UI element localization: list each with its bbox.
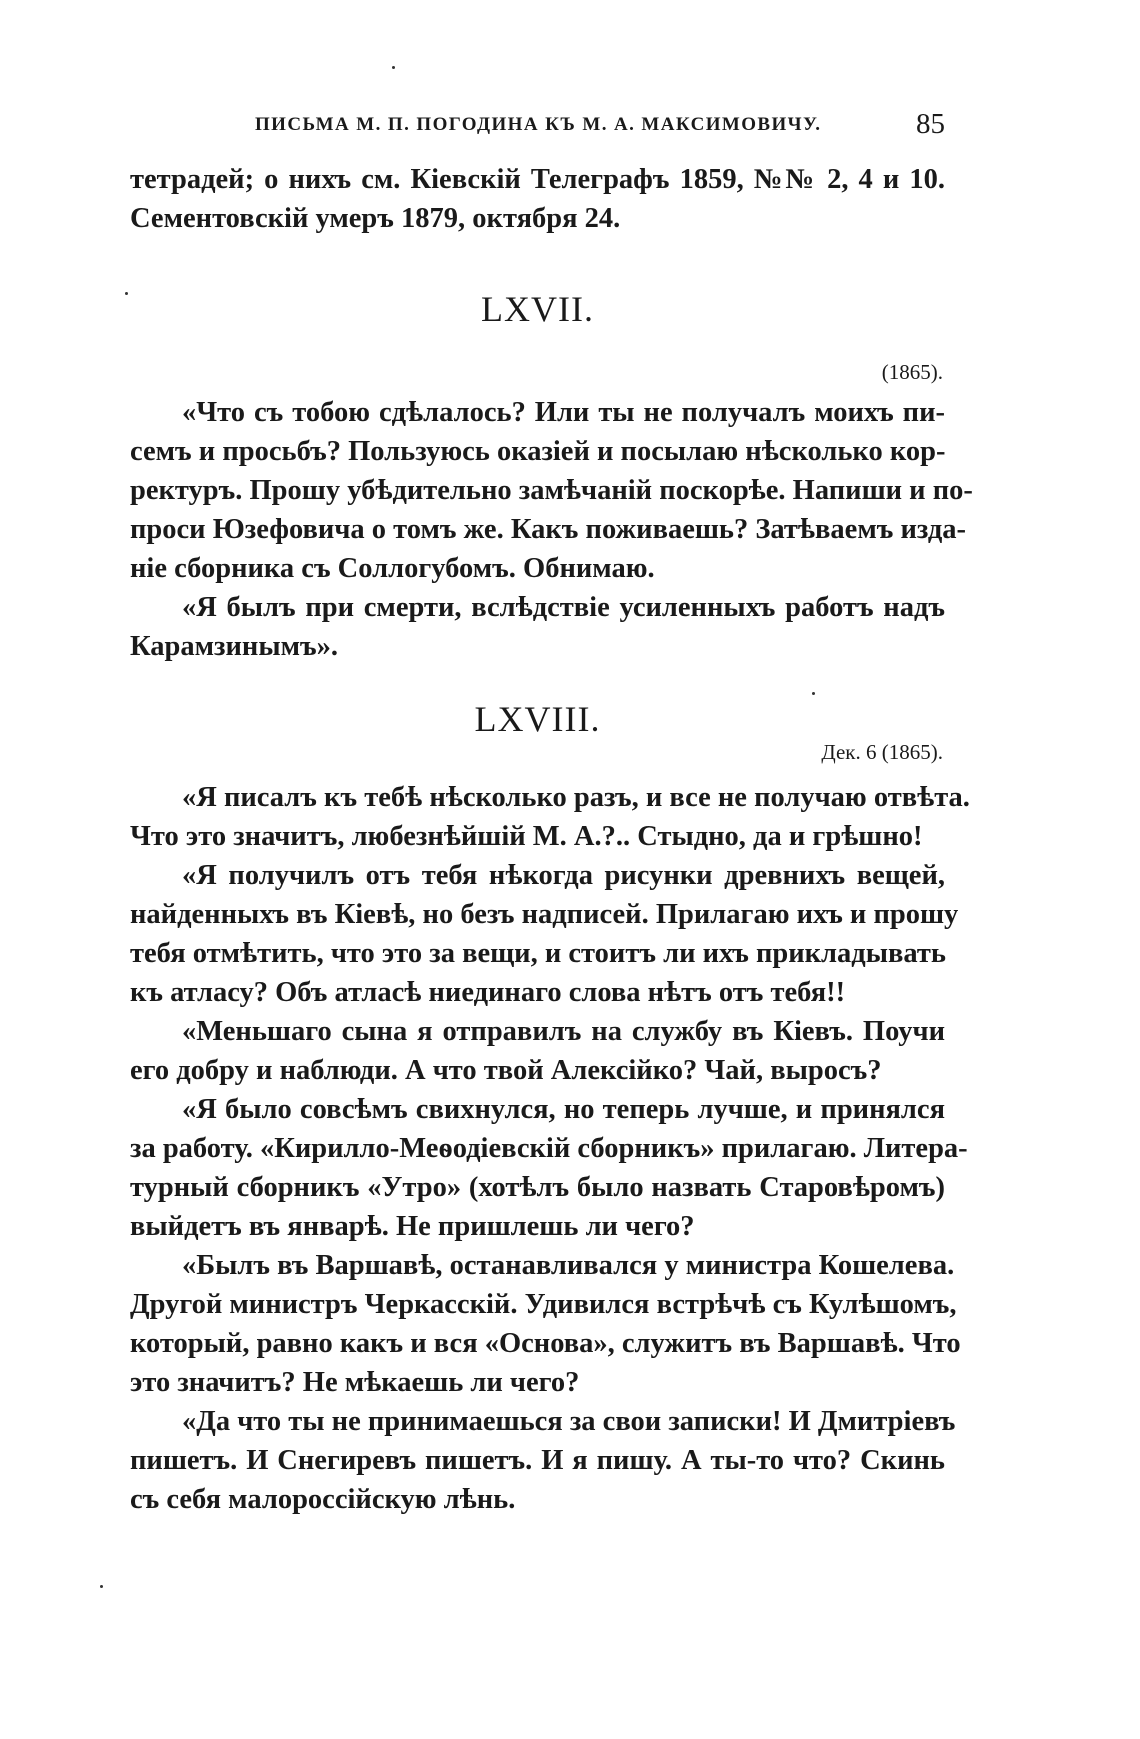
text-line: пишетъ. И Снегиревъ пишетъ. И я пишу. А ты-то что? Скинь — [130, 1445, 945, 1476]
text-line: семъ и просьбъ? Пользуюсь оказіей и посылаю нѣсколько кор- — [130, 436, 946, 467]
text-line: «Меньшаго сына я отправилъ на службу въ Кіевъ. Поучи — [182, 1016, 945, 1047]
text-line: «Я получилъ отъ тебя нѣкогда рисунки древнихъ вещей, — [182, 860, 945, 891]
text-line: проси Юзефовича о томъ же. Какъ поживаешь? Затѣваемъ изда- — [130, 514, 966, 545]
letter-68-body — [130, 778, 970, 1519]
text-line: найденныхъ въ Кіевѣ, но безъ надписей. Прилагаю ихъ и прошу — [130, 899, 959, 930]
text-line: Карамзинымъ». — [130, 631, 339, 662]
text-line: турный сборникъ «Утро» (хотѣлъ было назвать Старовѣромъ) — [130, 1172, 945, 1203]
text-line: «Что съ тобою сдѣлалось? Или ты не получалъ моихъ пи- — [182, 397, 945, 428]
text-line: «Я писалъ къ тебѣ нѣсколько разъ, и все не получаю отвѣта. — [182, 782, 970, 813]
text-line: тебя отмѣтить, что это за вещи, и стоитъ ли ихъ прикладывать — [130, 938, 946, 969]
text-line: Сементовскій умеръ 1879, октября 24. — [130, 203, 621, 234]
scan-speck — [100, 1585, 103, 1588]
letter-67-body — [130, 393, 973, 666]
text-line: Что это значитъ, любезнѣйшій М. А.?.. Стыдно, да и грѣшно! — [130, 821, 923, 852]
text-line: ректуръ. Прошу убѣдительно замѣчаній поскорѣе. Напиши и по- — [130, 475, 973, 506]
page-number: 85 — [916, 108, 945, 140]
text-line: это значитъ? Не мѣкаешь ли чего? — [130, 1367, 580, 1398]
scan-speck — [392, 66, 395, 69]
text-line: ніе сборника съ Соллогубомъ. Обнимаю. — [130, 553, 655, 584]
letter-numeral: LXVIII. — [474, 699, 601, 739]
page-header — [130, 108, 945, 148]
text-line: его добру и наблюди. А что твой Алексійко? Чай, выросъ? — [130, 1055, 882, 1086]
letter-numeral: LXVII. — [481, 289, 594, 329]
running-head: ПИСЬМА М. П. ПОГОДИНА КЪ М. А. МАКСИМОВИЧУ. — [255, 114, 822, 135]
text-line: Другой министръ Черкасскій. Удивился встрѣчѣ съ Кулѣшомъ, — [130, 1289, 957, 1320]
text-line: тетрадей; о нихъ см. Кіевскій Телеграфъ 1859, №№ 2, 4 и 10. — [130, 164, 945, 195]
text-line: выйдетъ въ январѣ. Не пришлешь ли чего? — [130, 1211, 695, 1242]
text-line: который, равно какъ и вся «Основа», служитъ въ Варшавѣ. Что — [130, 1328, 961, 1359]
text-line: «Я былъ при смерти, вслѣдствіе усиленныхъ работъ надъ — [182, 592, 945, 623]
letter-date: (1865). — [881, 360, 943, 384]
scan-speck — [125, 292, 128, 295]
text-line: «Я было совсѣмъ свихнулся, но теперь лучше, и принялся — [182, 1094, 945, 1125]
letter-date: Дек. 6 (1865). — [821, 740, 943, 764]
scan-speck — [812, 692, 815, 695]
text-line: «Былъ въ Варшавѣ, останавливался у министра Кошелева. — [182, 1250, 955, 1281]
text-line: за работу. «Кирилло-Меѳодіевскій сборникъ» прилагаю. Литера- — [130, 1133, 968, 1164]
text-line: къ атласу? Объ атласѣ ниединаго слова нѣтъ отъ тебя!! — [130, 977, 846, 1008]
text-line: «Да что ты не принимаешься за свои записки! И Дмитріевъ — [182, 1406, 956, 1437]
intro-text — [130, 160, 945, 238]
text-line: съ себя малороссійскую лѣнь. — [130, 1484, 516, 1515]
